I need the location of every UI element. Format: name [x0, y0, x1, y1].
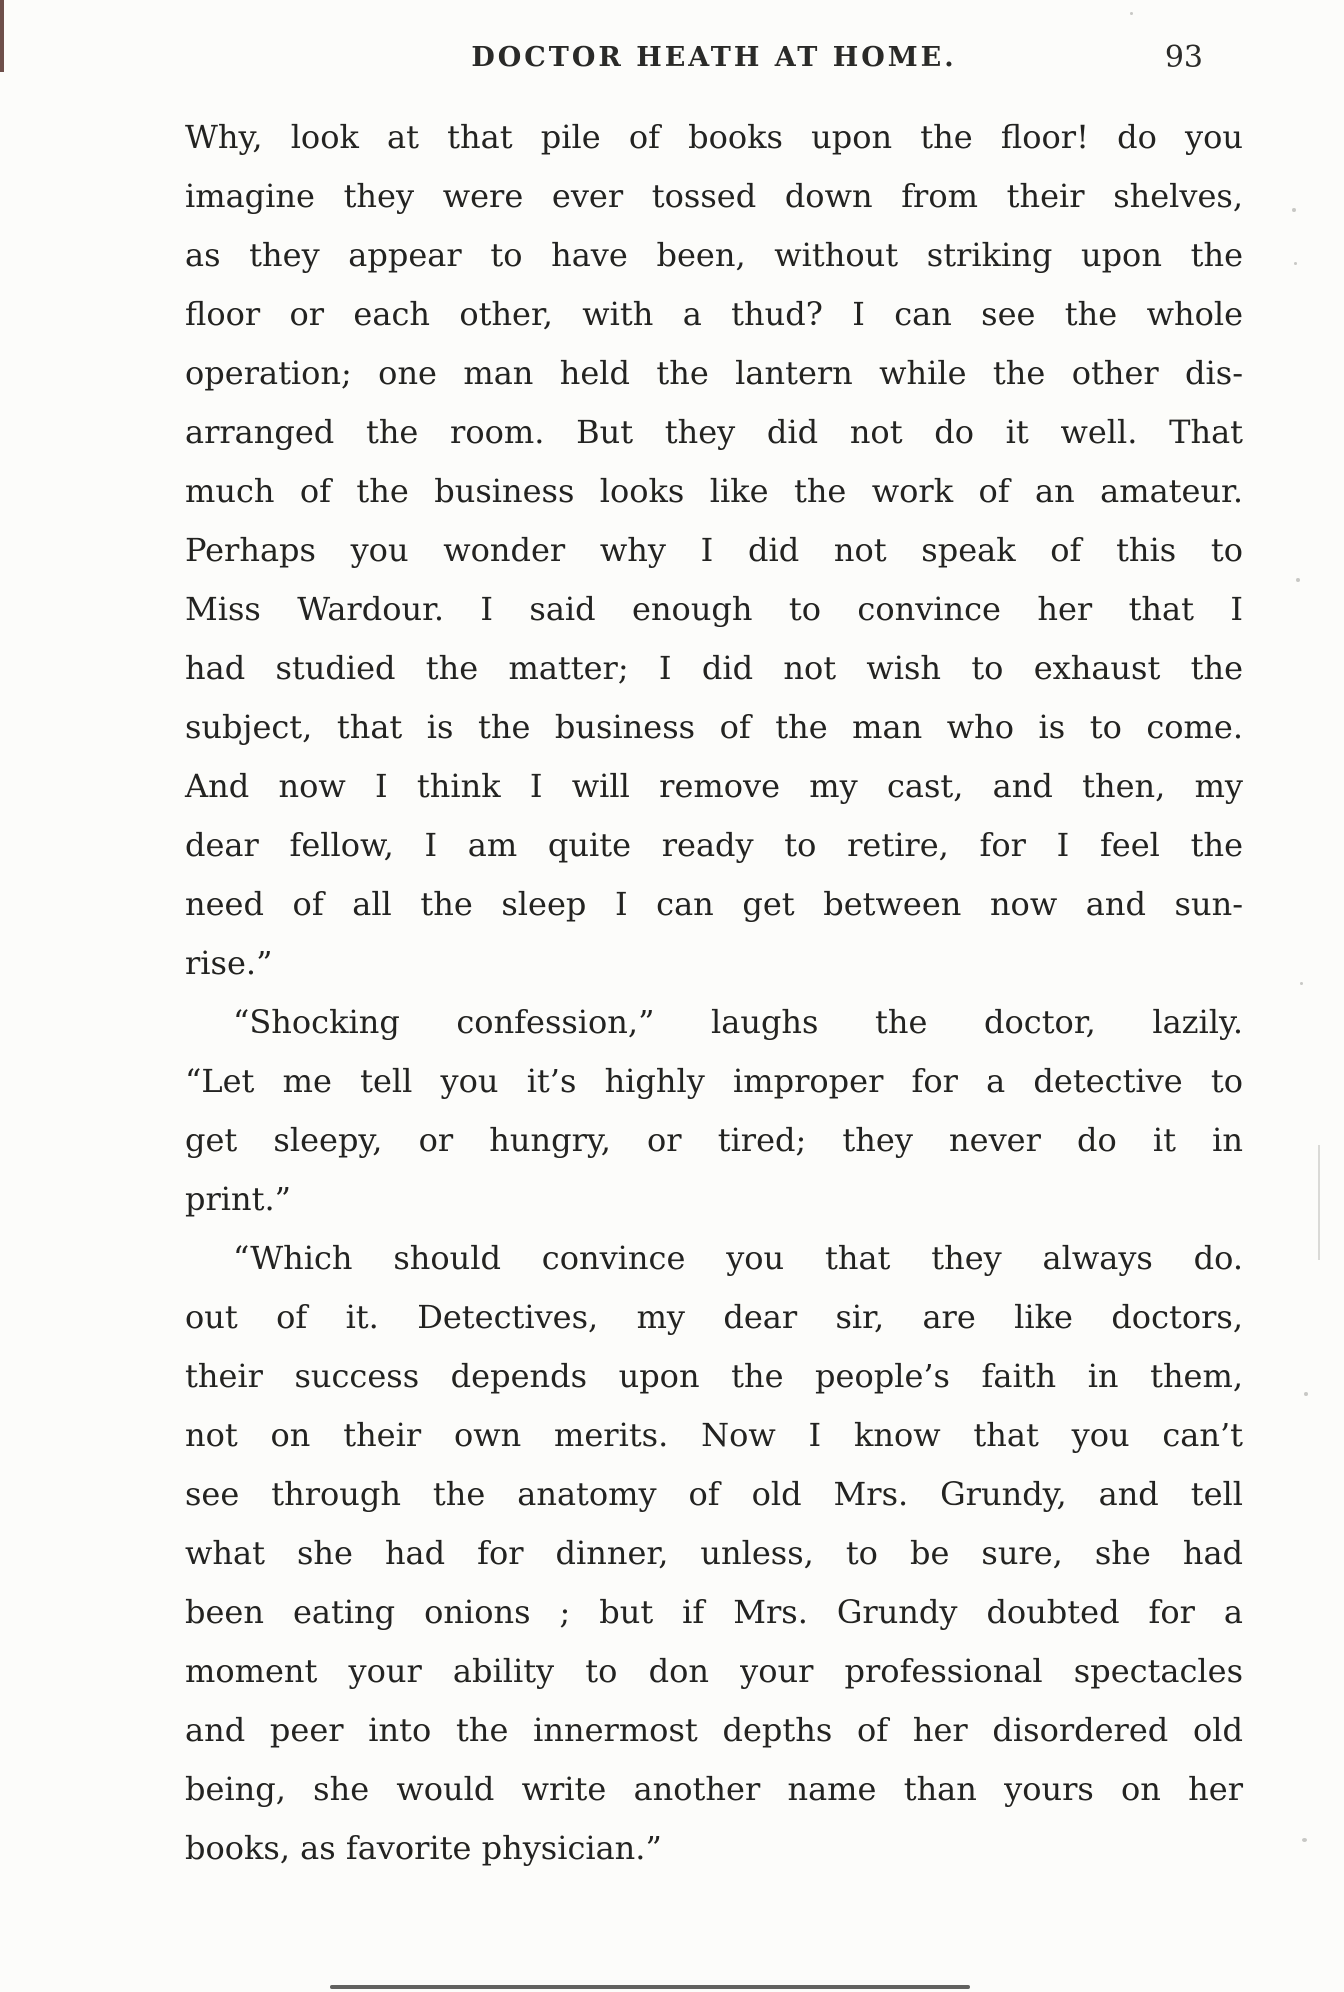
text-line: Why, look at that pile of books upon the floor! do you [185, 118, 1243, 156]
text-line: out of it. Detectives, my dear sir, are like doctors, [185, 1298, 1243, 1336]
text-body [185, 108, 1243, 1878]
text-line: “Let me tell you it’s highly improper for a detective to [185, 1062, 1243, 1100]
scan-artifact-speck [1292, 208, 1296, 212]
running-header [185, 42, 1243, 92]
scan-artifact-speck [1300, 982, 1303, 985]
scan-artifact-speck [1294, 262, 1297, 265]
text-line: subject, that is the business of the man who is to come. [185, 708, 1243, 746]
text-line: “Which should convince you that they always do. [233, 1239, 1243, 1277]
text-line: imagine they were ever tossed down from their shelves, [185, 177, 1243, 215]
text-line: operation; one man held the lantern while the other dis- [185, 354, 1243, 392]
scan-artifact-bottom-line [330, 1985, 970, 1989]
text-line: floor or each other, with a thud? I can see the whole [185, 295, 1243, 333]
scan-artifact-speck [1304, 1392, 1308, 1396]
text-line: get sleepy, or hungry, or tired; they never do it in [185, 1121, 1243, 1159]
text-line: rise.” [185, 944, 273, 982]
text-line: not on their own merits. Now I know that you can’t [185, 1416, 1243, 1454]
text-column [185, 0, 1243, 1867]
page-number: 93 [1164, 40, 1203, 75]
text-line: “Shocking confession,” laughs the doctor, lazily. [233, 1003, 1243, 1041]
text-line: Miss Wardour. I said enough to convince her that I [185, 590, 1243, 628]
scan-artifact-right-line [1318, 1145, 1320, 1260]
text-line: much of the business looks like the work of an amateur. [185, 472, 1243, 510]
text-line: as they appear to have been, without striking upon the [185, 236, 1243, 274]
text-line: being, she would write another name than yours on her [185, 1770, 1243, 1808]
text-line: what she had for dinner, unless, to be sure, she had [185, 1534, 1243, 1572]
text-line: dear fellow, I am quite ready to retire, for I feel the [185, 826, 1243, 864]
text-line: Perhaps you wonder why I did not speak of this to [185, 531, 1243, 569]
text-line: print.” [185, 1180, 292, 1218]
text-line: arranged the room. But they did not do it well. That [185, 413, 1243, 451]
text-line: their success depends upon the people’s faith in them, [185, 1357, 1243, 1395]
page-header-title: DOCTOR HEATH AT HOME. [471, 42, 957, 73]
scan-artifact-left-edge [0, 0, 4, 72]
text-line: And now I think I will remove my cast, and then, my [185, 767, 1243, 805]
text-line: see through the anatomy of old Mrs. Grundy, and tell [185, 1475, 1243, 1513]
text-line: and peer into the innermost depths of her disordered old [185, 1711, 1243, 1749]
text-line: books, as favorite physician.” [185, 1829, 662, 1867]
text-line: had studied the matter; I did not wish to exhaust the [185, 649, 1243, 687]
text-line: need of all the sleep I can get between now and sun- [185, 885, 1243, 923]
scan-artifact-speck [1302, 1838, 1307, 1842]
scan-artifact-speck [1296, 578, 1300, 582]
text-line: moment your ability to don your professional spectacles [185, 1652, 1243, 1690]
text-line: been eating onions ; but if Mrs. Grundy doubted for a [185, 1593, 1243, 1631]
